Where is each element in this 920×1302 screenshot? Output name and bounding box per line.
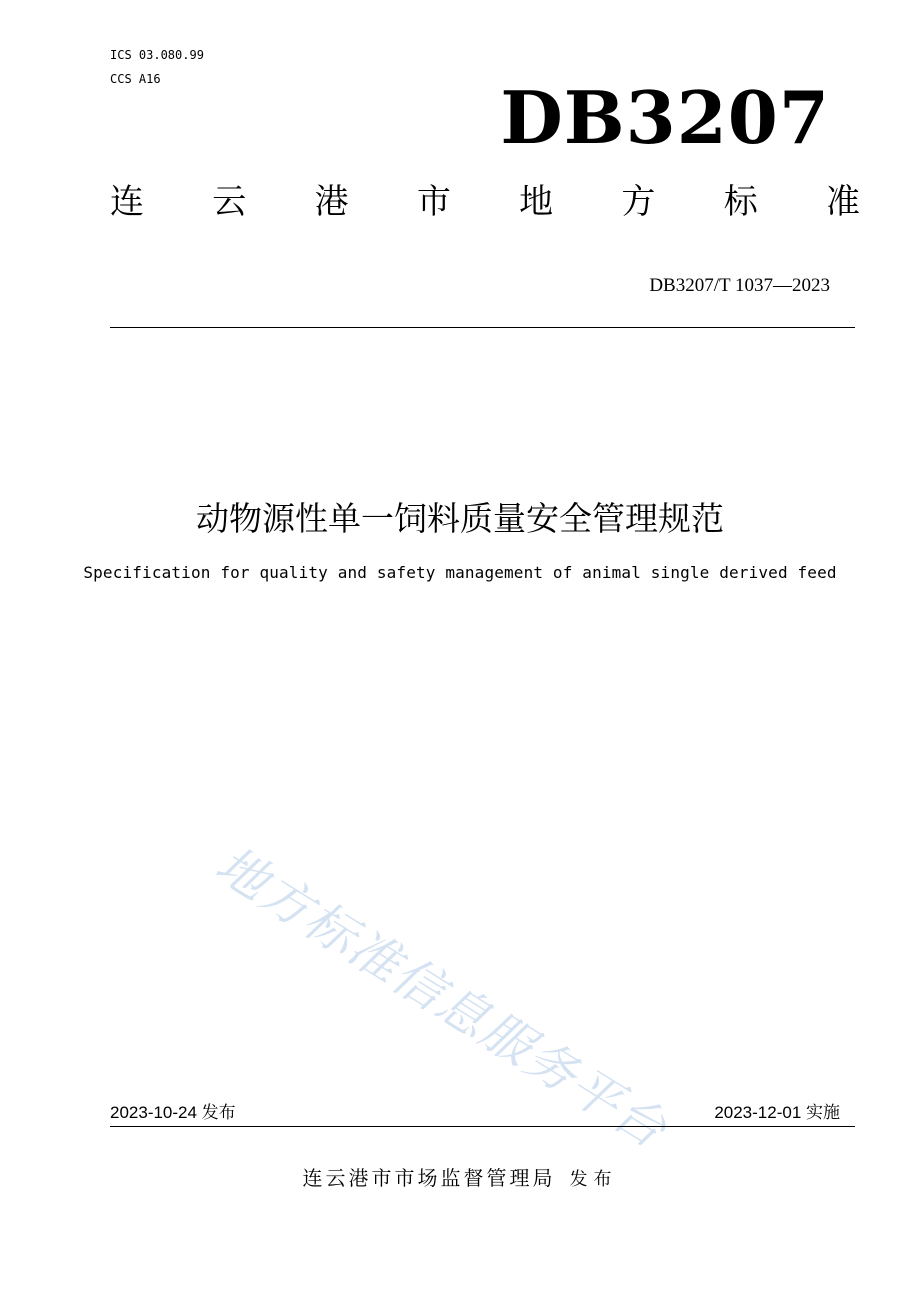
- header-divider: [110, 327, 855, 328]
- standard-type-char: 市: [416, 182, 451, 222]
- standard-type-char: 标: [723, 182, 758, 222]
- issue-word: 发布: [569, 1169, 618, 1190]
- standard-type-char: 地: [519, 182, 554, 222]
- title-chinese: 动物源性单一饲料质量安全管理规范: [196, 499, 724, 538]
- issue-date: 2023-10-24 发布: [110, 1103, 236, 1122]
- title-english: Specification for quality and safety management of animal single derived feed: [83, 563, 837, 582]
- db-code: DB3207: [500, 75, 830, 160]
- standard-type-char: 准: [825, 182, 860, 222]
- standard-type-char: 方: [621, 182, 656, 222]
- watermark: 地方标准信息服务平台: [205, 835, 678, 1160]
- standard-type: [110, 180, 860, 224]
- standard-type-char: 连: [110, 182, 144, 222]
- ccs-code: CCS A16: [110, 72, 161, 86]
- standard-number: DB3207/T 1037—2023: [649, 275, 830, 296]
- issuer: [0, 1164, 920, 1194]
- ics-code: ICS 03.080.99: [110, 48, 204, 62]
- standard-type-char: 云: [212, 182, 247, 222]
- footer-divider: [110, 1126, 855, 1127]
- issuer-name: 连云港市市场监督管理局: [302, 1166, 556, 1190]
- standard-type-char: 港: [314, 182, 349, 222]
- implementation-date: 2023-12-01 实施: [714, 1103, 840, 1122]
